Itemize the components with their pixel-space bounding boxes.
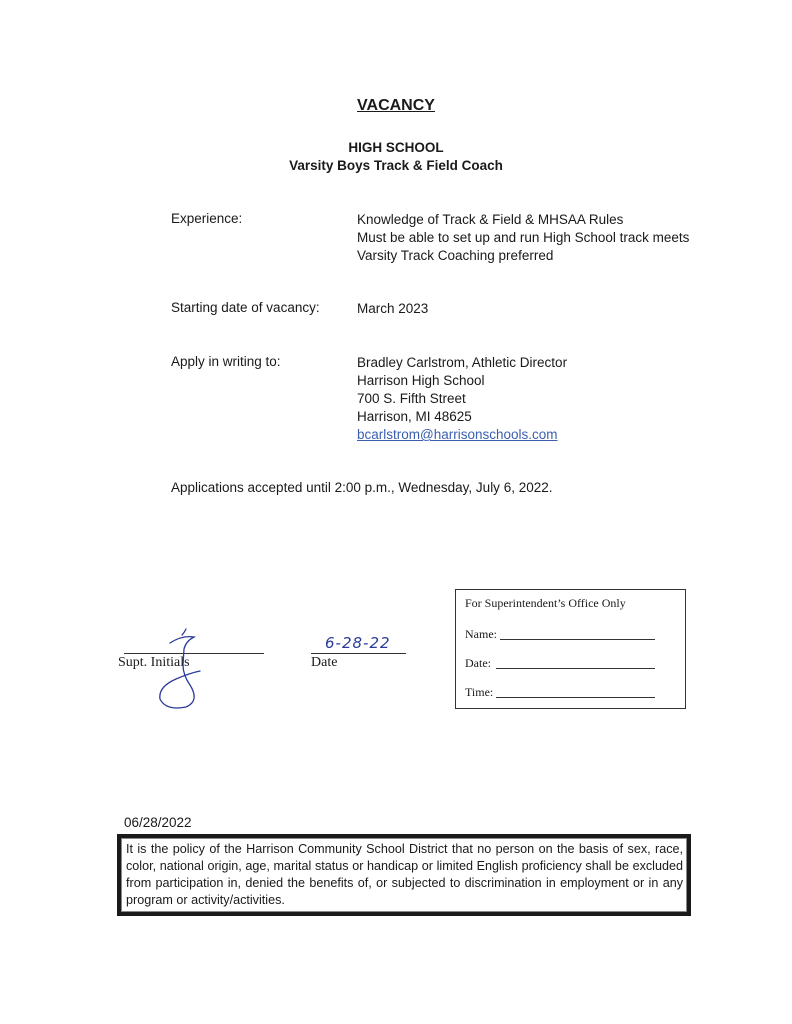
office-time-line [496,697,655,698]
vacancy-position: Varsity Boys Track & Field Coach [289,158,503,173]
office-box-header: For Superintendent’s Office Only [465,596,626,610]
initials-label: Supt. Initials [118,655,190,670]
superintendent-office-box [455,589,686,709]
start-date-label: Starting date of vacancy: [171,300,320,315]
office-name-field [465,627,497,642]
street-address: 700 S. Fifth Street [357,391,466,406]
office-date-line [496,668,655,669]
office-name-label: Name: [465,627,497,641]
office-date-field [465,656,491,671]
office-time-field [465,685,493,700]
office-name-line [500,639,655,640]
date-label: Date [311,655,338,670]
office-date-label: Date: [465,656,491,670]
date-line [311,653,406,654]
apply-label: Apply in writing to: [171,354,281,369]
contact-name: Bradley Carlstrom, Athletic Director [357,355,568,370]
page-title: VACANCY [357,97,435,114]
application-deadline: Applications accepted until 2:00 p.m., Wednesday, July 6, 2022. [171,480,553,495]
start-date-value: March 2023 [357,301,429,316]
vacancy-level: HIGH SCHOOL [348,140,444,155]
handwritten-date: 6-28-22 [325,634,391,652]
experience-line: Knowledge of Track & Field & MHSAA Rules [357,212,624,227]
apply-address [357,354,567,444]
office-time-label: Time: [465,685,494,699]
experience-requirements [357,211,689,265]
experience-line: Must be able to set up and run High School track meets [357,230,690,245]
nondiscrimination-policy: It is the policy of the Harrison Community School District that no person on the basis of sex, race, color, national origin, age, marital status or handicap or limited English proficiency shall be excluded from participation in, denied the benefits of, or subjected to discrimination in employment or in any program or activity/activities. [117,834,691,916]
initials-signature [150,615,220,715]
experience-line: Varsity Track Coaching preferred [357,248,554,263]
school-name: Harrison High School [357,373,485,388]
document-date: 06/28/2022 [124,815,192,830]
city-state-zip: Harrison, MI 48625 [357,409,472,424]
email-link[interactable]: bcarlstrom@harrisonschools.com [357,427,558,442]
experience-label: Experience: [171,211,243,226]
